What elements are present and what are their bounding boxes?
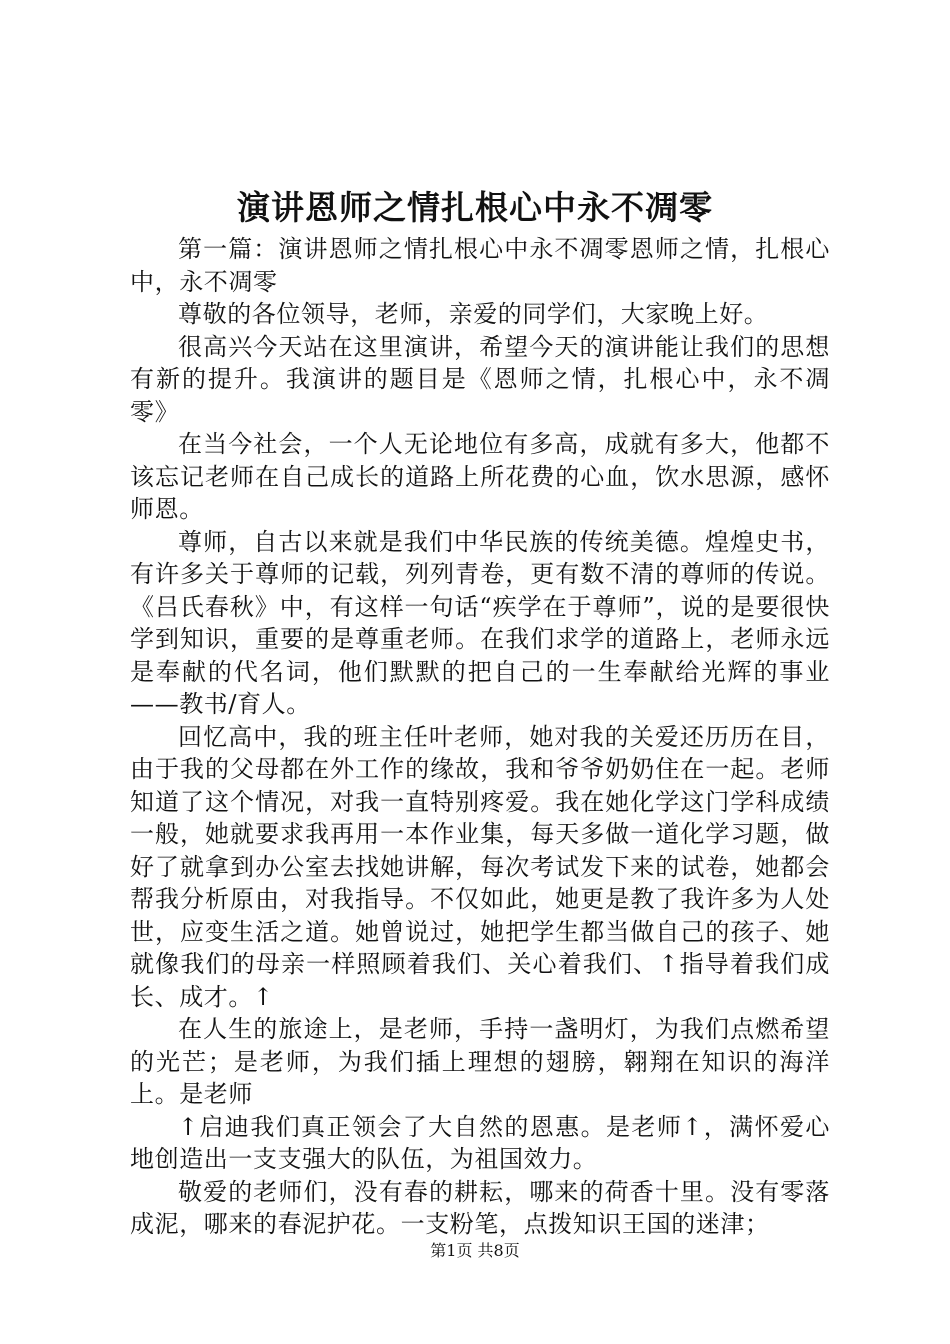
paragraph: ↑启迪我们真正领会了大自然的恩惠。是老师↑，满怀爱心地创造出一支支强大的队伍，为祖国效力。 (130, 1112, 830, 1173)
paragraph: 敬爱的老师们，没有春的耕耘，哪来的荷香十里。没有零落成泥，哪来的春泥护花。一支粉笔，点拨知识王国的迷津； (130, 1177, 830, 1238)
paragraph: 在当今社会，一个人无论地位有多高，成就有多大，他都不该忘记老师在自己成长的道路上所花费的心血，饮水思源，感怀师恩。 (130, 430, 830, 523)
paragraph: 回忆高中，我的班主任叶老师，她对我的关爱还历历在目，由于我的父母都在外工作的缘故，我和爷爷奶奶住在一起。老师知道了这个情况，对我一直特别疼爱。我在她化学这门学科成绩一般，她就要求我再用一本作业集，每天多做一道化学习题，做好了就拿到办公室去找她讲解，每次考试发下来的试卷，她都会帮我分析原由，对我指导。不仅如此，她更是教了我许多为人处世，应变生活之道。她曾说过，她把学生都当做自己的孩子、她就像我们的母亲一样照顾着我们、关心着我们、↑指导着我们成长、成才。↑ (130, 722, 830, 1011)
document-body (130, 233, 830, 1241)
page-footer: 第1页 共8页 (430, 1241, 520, 1260)
paragraph: 很高兴今天站在这里演讲，希望今天的演讲能让我们的思想有新的提升。我演讲的题目是《恩师之情，扎根心中，永不凋零》 (130, 332, 830, 426)
paragraph: 尊师，自古以来就是我们中华民族的传统美德。煌煌史书，有许多关于尊师的记载，列列青卷，更有数不清的尊师的传说。《吕氏春秋》中，有这样一句话“疾学在于尊师”，说的是要很快学到知识，重要的是尊重老师。在我们求学的道路上，老师永远是奉献的代名词，他们默默的把自己的一生奉献给光辉的事业——教书/育人。 (130, 527, 830, 718)
document-title: 演讲恩师之情扎根心中永不凋零 (237, 188, 713, 227)
paragraph: 在人生的旅途上，是老师，手持一盏明灯，为我们点燃希望的光芒；是老师，为我们插上理想的翅膀，翱翔在知识的海洋上。是老师 (130, 1015, 830, 1108)
paragraph: 第一篇：演讲恩师之情扎根心中永不凋零恩师之情，扎根心中，永不凋零 (130, 235, 830, 296)
paragraph: 尊敬的各位领导，老师，亲爱的同学们，大家晚上好。 (178, 300, 769, 328)
